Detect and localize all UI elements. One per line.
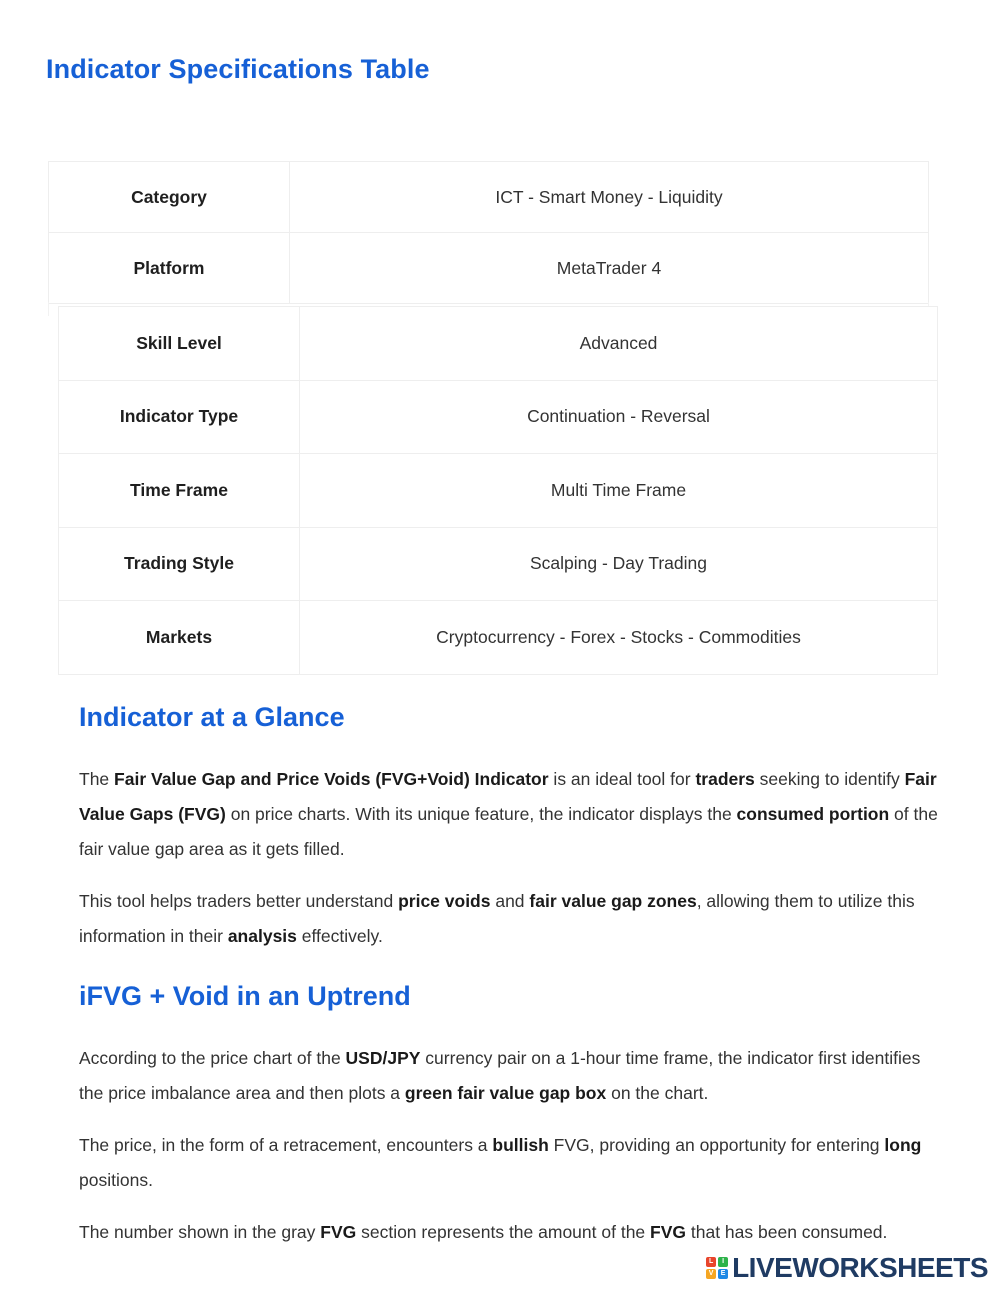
emphasis: FVG (650, 1222, 687, 1242)
brand-name: LIVEWORKSHEETS (732, 1252, 988, 1283)
spec-label: Markets (59, 601, 300, 675)
spec-value: Multi Time Frame (300, 454, 938, 528)
table-row (59, 380, 938, 454)
section-heading-glance: Indicator at a Glance (79, 702, 345, 732)
paragraph: The price, in the form of a retracement, encounters a bullish FVG, providing an opportunity for entering long positions. (79, 1135, 922, 1190)
spec-label: Trading Style (59, 527, 300, 601)
spec-value: ICT - Smart Money - Liquidity (290, 162, 929, 233)
spec-value: Continuation - Reversal (300, 380, 938, 454)
emphasis: long (884, 1135, 922, 1155)
emphasis: fair value gap zones (529, 891, 697, 911)
spec-value: Scalping - Day Trading (300, 527, 938, 601)
emphasis: USD/JPY (345, 1048, 421, 1068)
section-heading-uptrend: iFVG + Void in an Uptrend (79, 981, 411, 1011)
table-row (59, 601, 938, 675)
table-row (59, 307, 938, 381)
emphasis: Fair Value Gaps (FVG) (79, 769, 937, 824)
spec-value: MetaTrader 4 (290, 233, 929, 304)
spec-label: Platform (49, 233, 290, 304)
emphasis: traders (695, 769, 755, 789)
logo-letter: V (706, 1269, 716, 1279)
table-row (59, 454, 938, 528)
paragraph: According to the price chart of the USD/JPY currency pair on a 1-hour time frame, the indicator first identifies the price imbalance area and then plots a green fair value gap box on the chart. (79, 1048, 921, 1103)
spec-label: Skill Level (59, 307, 300, 381)
page-title: Indicator Specifications Table (46, 54, 430, 84)
spec-value: Cryptocurrency - Forex - Stocks - Commodities (300, 601, 938, 675)
spec-table-top (48, 161, 929, 304)
emphasis: bullish (492, 1135, 549, 1155)
emphasis: analysis (227, 926, 297, 946)
emphasis: FVG (320, 1222, 357, 1242)
emphasis: price voids (398, 891, 491, 911)
table-row (59, 527, 938, 601)
table-row (49, 162, 929, 233)
logo-letter: L (706, 1257, 716, 1267)
logo-letter: I (718, 1257, 728, 1267)
table-row (49, 233, 929, 304)
spec-table-bottom (58, 306, 938, 675)
emphasis: green fair value gap box (404, 1083, 607, 1103)
emphasis: consumed portion (736, 804, 890, 824)
liveworksheets-logo-icon (706, 1257, 728, 1279)
liveworksheets-brand (706, 1252, 988, 1284)
spec-label: Time Frame (59, 454, 300, 528)
paragraph: The Fair Value Gap and Price Voids (FVG+Void) Indicator is an ideal tool for traders seeking to identify Fair Value Gaps (FVG) on price charts. With its unique feature, the indicator displays the consumed portion of the fair value gap area as it gets filled. (79, 769, 938, 859)
spec-label: Category (49, 162, 290, 233)
spec-label: Indicator Type (59, 380, 300, 454)
logo-letter: E (718, 1269, 728, 1279)
paragraph: This tool helps traders better understand price voids and fair value gap zones, allowing them to utilize this information in their analysis effectively. (79, 891, 915, 946)
spec-value: Advanced (300, 307, 938, 381)
paragraph: The number shown in the gray FVG section represents the amount of the FVG that has been consumed. (79, 1222, 888, 1242)
emphasis: Fair Value Gap and Price Voids (FVG+Void) Indicator (114, 769, 549, 789)
